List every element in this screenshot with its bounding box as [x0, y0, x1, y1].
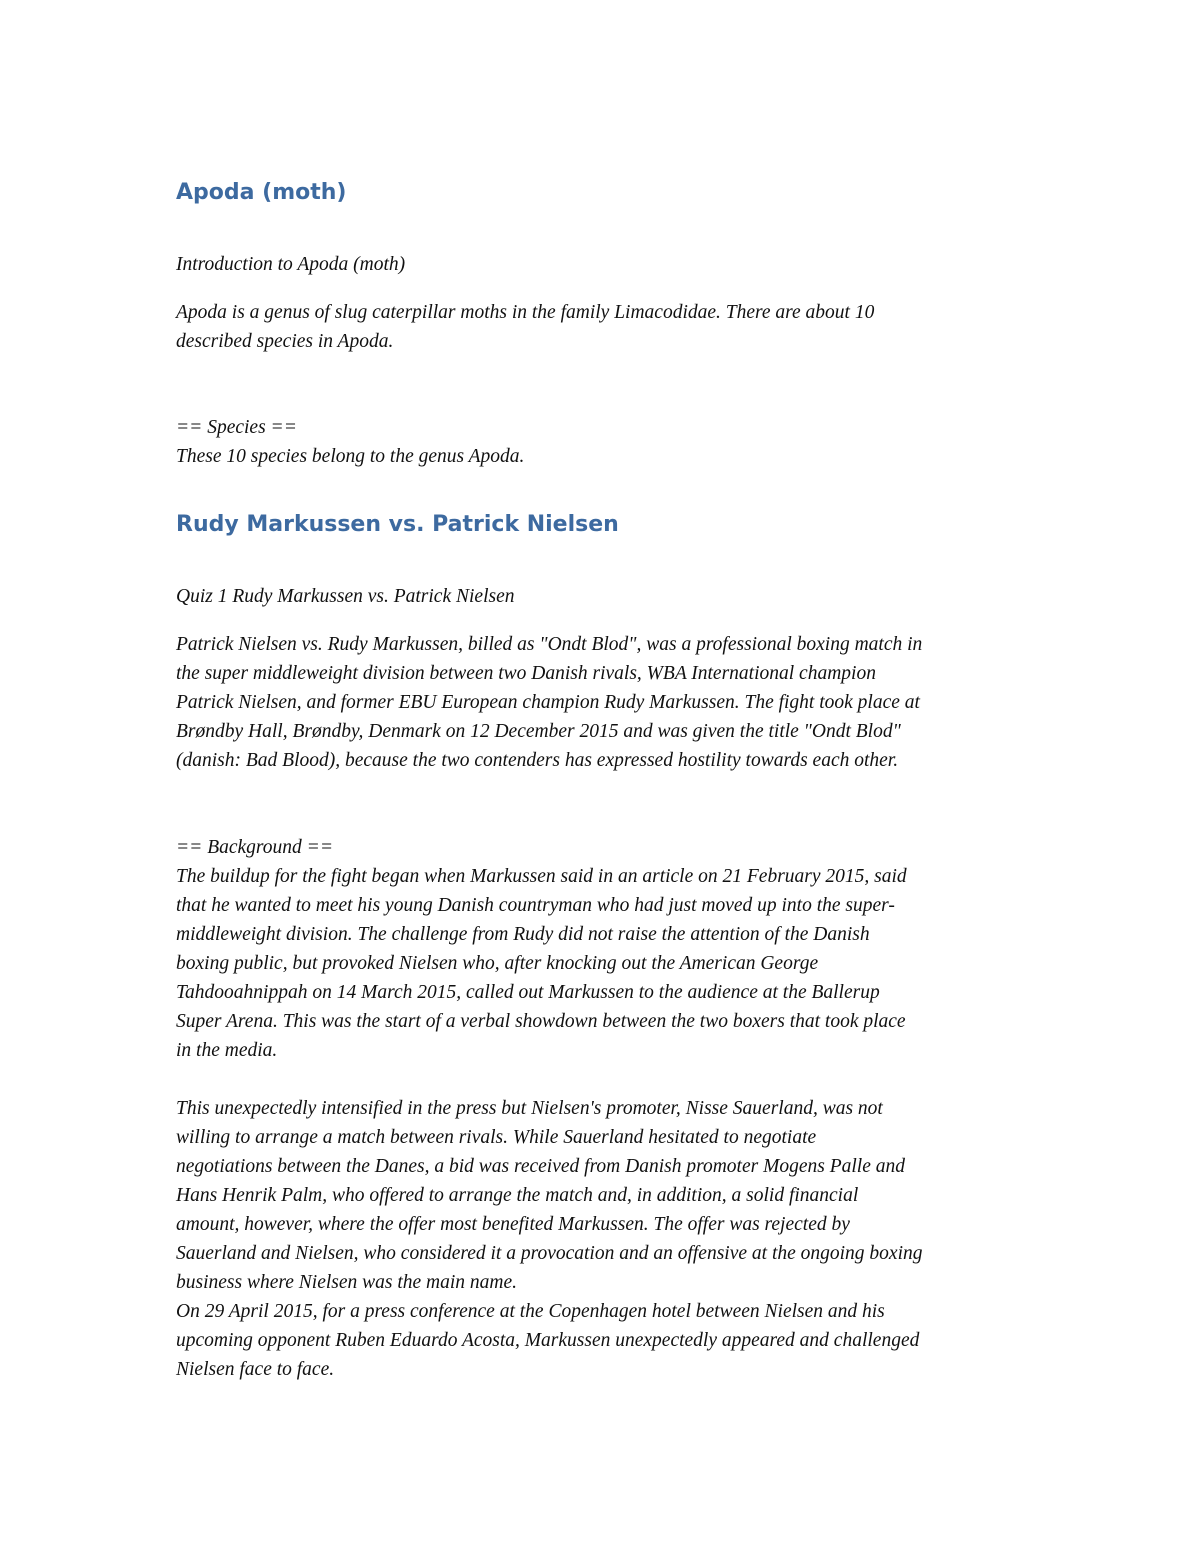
text-line: Patrick Nielsen, and former EBU European champion Rudy Markussen. The fight took place at — [176, 692, 920, 713]
text-line: negotiations between the Danes, a bid was received from Danish promoter Mogens Palle and — [176, 1156, 905, 1177]
paragraph-apoda-species — [176, 413, 1036, 471]
paragraph-boxing-press — [176, 1094, 1036, 1384]
text-line: This unexpectedly intensified in the press but Nielsen's promoter, Nisse Sauerland, was not — [176, 1098, 883, 1119]
paragraph-boxing-background — [176, 833, 1036, 1065]
text-line: willing to arrange a match between rivals. While Sauerland hesitated to negotiate — [176, 1127, 817, 1148]
text-line: On 29 April 2015, for a press conference at the Copenhagen hotel between Nielsen and his — [176, 1301, 885, 1322]
text-line: Tahdooahnippah on 14 March 2015, called out Markussen to the audience at the Ballerup — [176, 982, 880, 1003]
intro-line: Quiz 1 Rudy Markussen vs. Patrick Nielsen — [176, 586, 515, 607]
text-line: Brøndby Hall, Brøndby, Denmark on 12 December 2015 and was given the title "Ondt Blod" — [176, 721, 901, 742]
text-line: Super Arena. This was the start of a verbal showdown between the two boxers that took place — [176, 1011, 906, 1032]
text-line: Patrick Nielsen vs. Rudy Markussen, billed as "Ondt Blod", was a professional boxing match in — [176, 634, 923, 655]
subsection-header-species: == Species == — [176, 417, 297, 438]
text-line: Nielsen face to face. — [176, 1359, 335, 1380]
section-intro-apoda — [176, 250, 1036, 279]
text-line: the super middleweight division between two Danish rivals, WBA International champion — [176, 663, 876, 684]
section-title-boxing: Rudy Markussen vs. Patrick Nielsen — [176, 512, 619, 537]
paragraph-boxing-summary — [176, 630, 1036, 775]
text-line: These 10 species belong to the genus Apoda. — [176, 446, 525, 467]
text-line: (danish: Bad Blood), because the two contenders has expressed hostility towards each other. — [176, 750, 899, 771]
text-line: Hans Henrik Palm, who offered to arrange the match and, in addition, a solid financial — [176, 1185, 859, 1206]
text-line: amount, however, where the offer most benefited Markussen. The offer was rejected by — [176, 1214, 850, 1235]
paragraph-apoda-description — [176, 298, 1036, 356]
text-line: Sauerland and Nielsen, who considered it a provocation and an offensive at the ongoing boxing — [176, 1243, 923, 1264]
text-line: middleweight division. The challenge from Rudy did not raise the attention of the Danish — [176, 924, 870, 945]
text-line: boxing public, but provoked Nielsen who, after knocking out the American George — [176, 953, 819, 974]
text-line: that he wanted to meet his young Danish countryman who had just moved up into the super- — [176, 895, 895, 916]
subsection-header-background: == Background == — [176, 837, 333, 858]
text-line: Apoda is a genus of slug caterpillar moths in the family Limacodidae. There are about 10 — [176, 302, 875, 323]
text-line: business where Nielsen was the main name. — [176, 1272, 518, 1293]
section-title-apoda: Apoda (moth) — [176, 180, 347, 205]
intro-line: Introduction to Apoda (moth) — [176, 254, 406, 275]
text-line: in the media. — [176, 1040, 278, 1061]
text-line: upcoming opponent Ruben Eduardo Acosta, Markussen unexpectedly appeared and challenged — [176, 1330, 920, 1351]
text-line: The buildup for the fight began when Markussen said in an article on 21 February 2015, said — [176, 866, 907, 887]
text-line: described species in Apoda. — [176, 331, 394, 352]
section-intro-boxing — [176, 582, 1036, 611]
